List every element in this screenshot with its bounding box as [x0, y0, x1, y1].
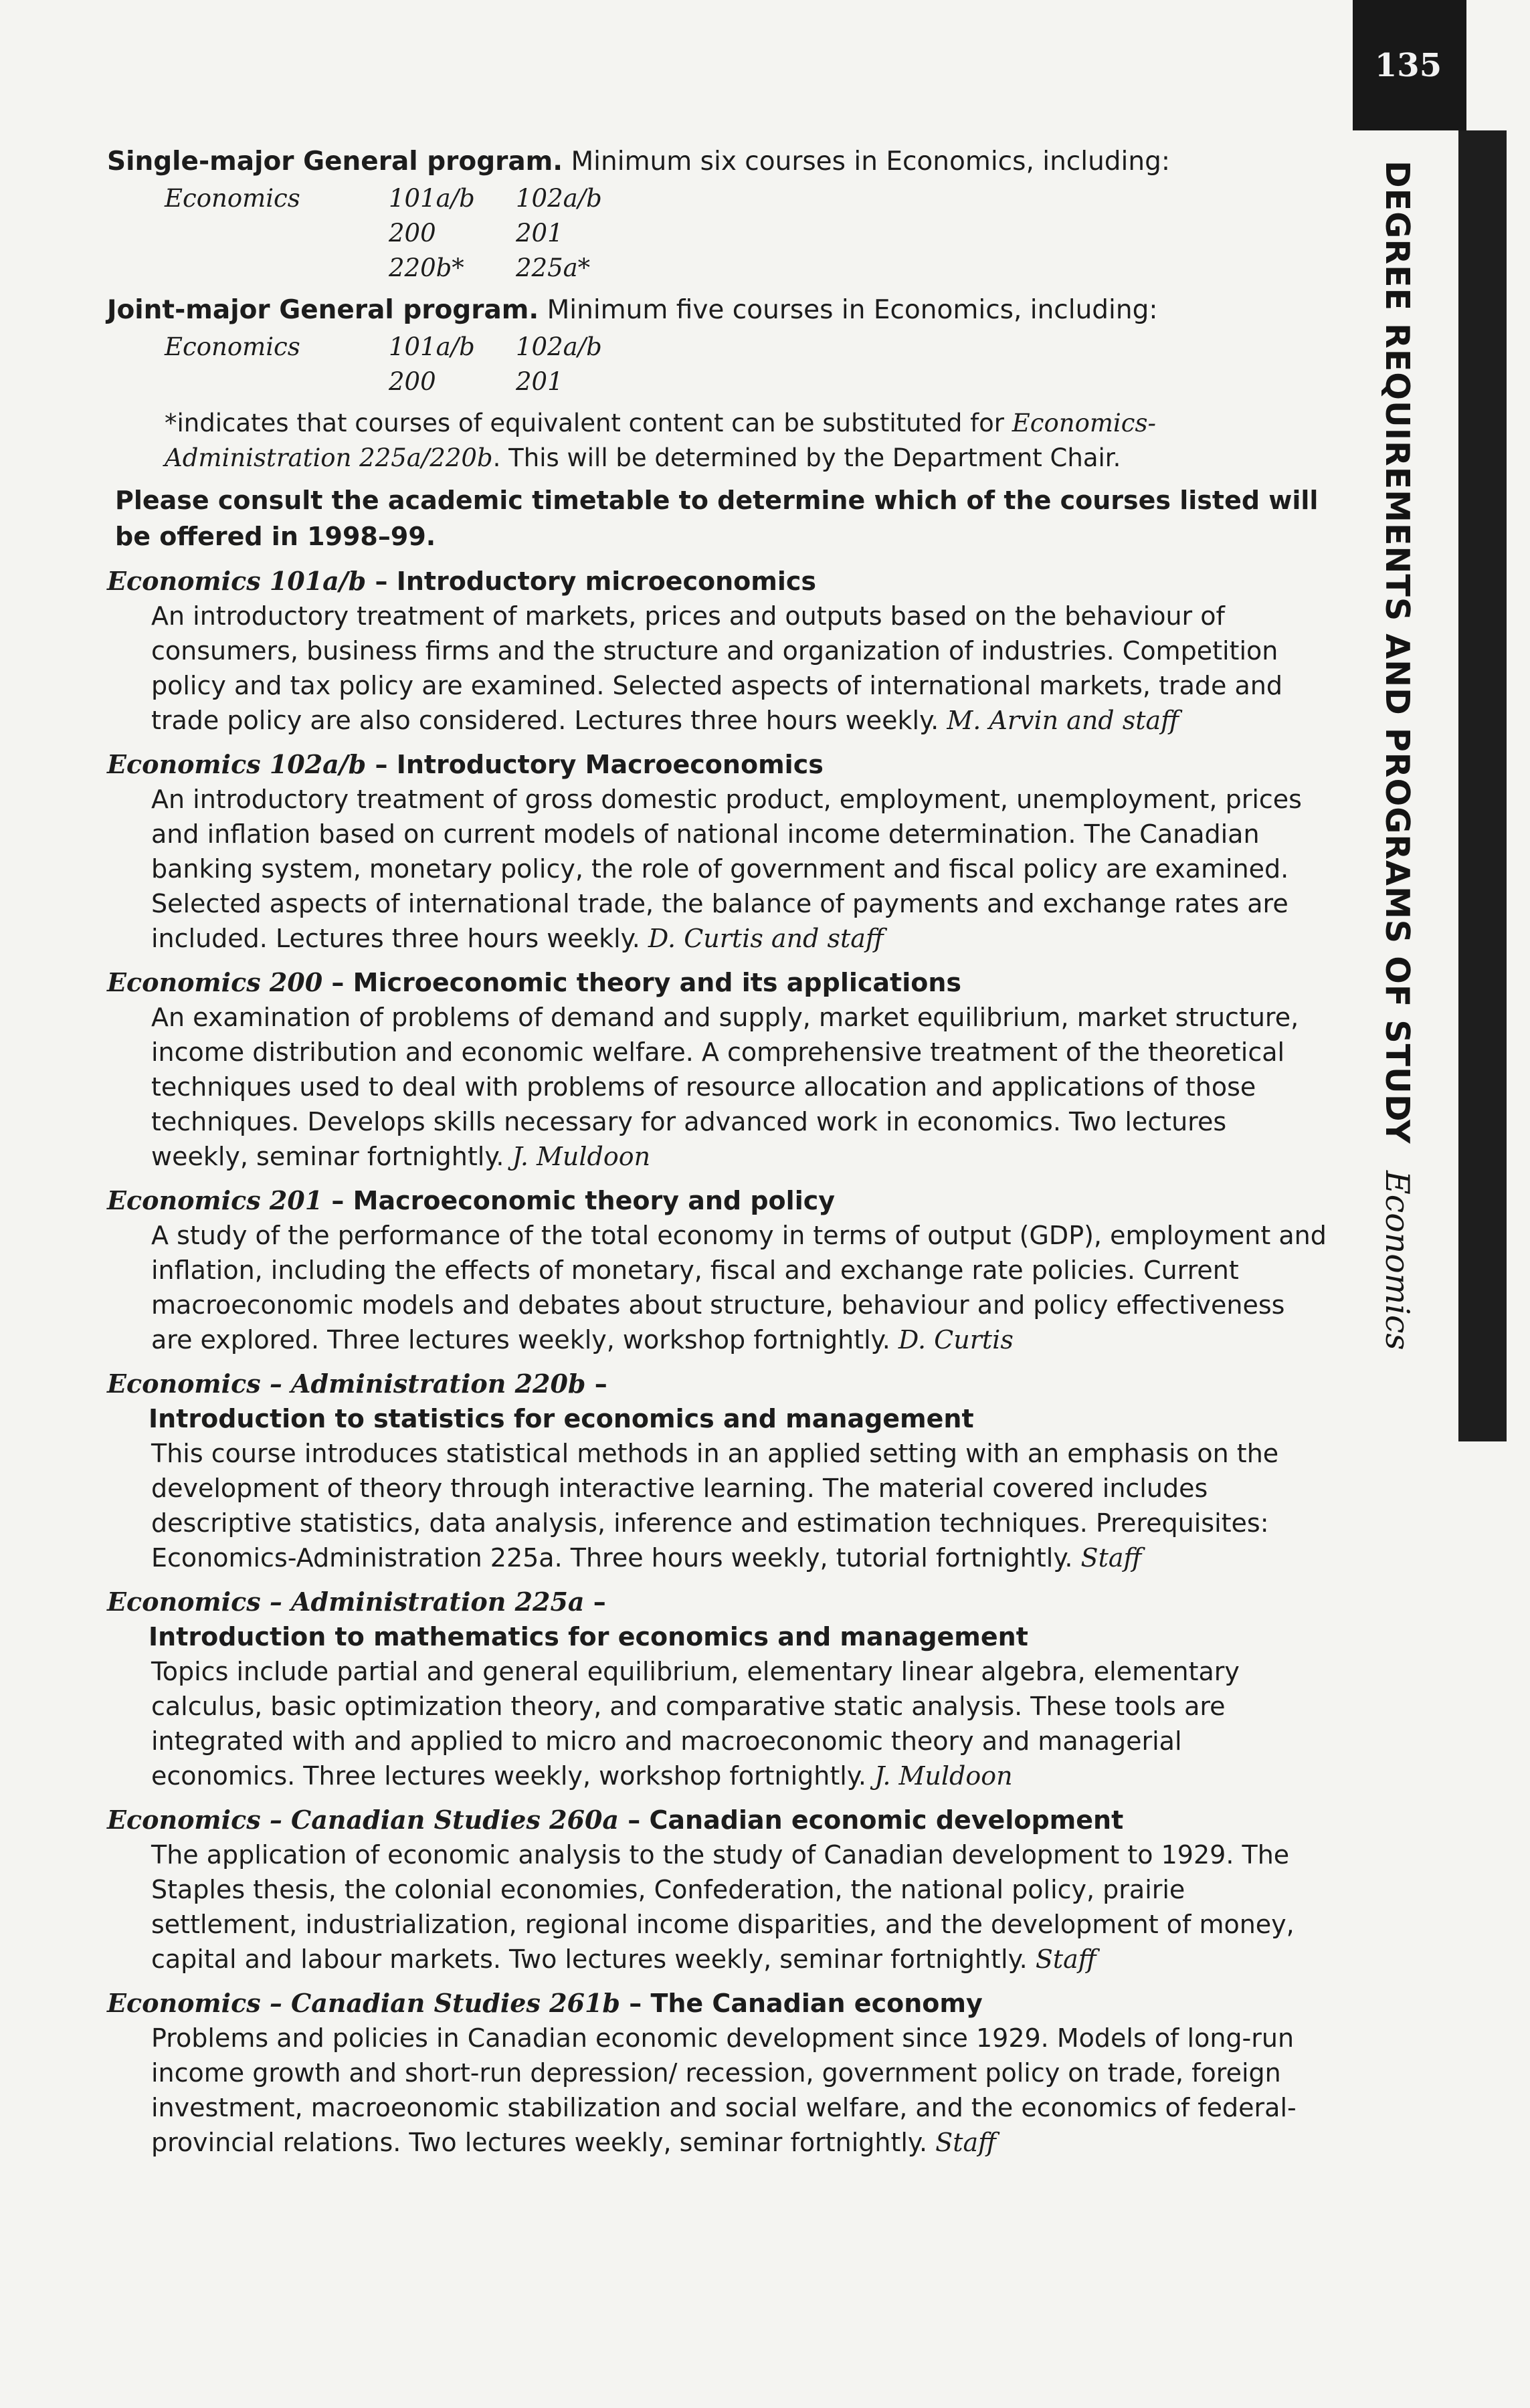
course-heading	[107, 1183, 1331, 1218]
program-single-major	[107, 144, 1331, 180]
course-entry	[107, 564, 1331, 738]
req-cell: 225a*	[516, 254, 591, 282]
req-cell: 200	[389, 219, 436, 247]
course-title: The Canadian economy	[650, 1989, 983, 2018]
course-separator: –	[322, 968, 353, 997]
course-heading	[107, 1986, 1331, 2021]
course-heading	[107, 1585, 1331, 1654]
req-cell: 101a/b	[389, 332, 475, 361]
course-title: Introductory Macroeconomics	[396, 750, 824, 779]
req-row	[165, 365, 1331, 399]
course-description-text: An introductory treatment of markets, prices and outputs based on the behaviour of consumers, business firms and the structure and organization of industries. Competition policy and tax policy are examined. Selected aspects of international markets, trade and trade policy are also considered. Lectures three hours weekly.	[151, 601, 1282, 735]
req-cell	[165, 251, 389, 286]
course-title: Introduction to mathematics for economics and management	[149, 1622, 1028, 1651]
req-cell	[165, 365, 389, 399]
course-entry	[107, 1367, 1331, 1575]
course-code: Economics – Canadian Studies 260a	[107, 1805, 619, 1835]
req-cell: 101a/b	[389, 184, 475, 213]
req-cell	[165, 216, 389, 251]
req-row	[165, 330, 1331, 365]
course-heading	[107, 1803, 1331, 1837]
note-text: . This will be determined by the Department Chair.	[492, 443, 1121, 472]
course-instructor: J. Muldoon	[512, 1142, 651, 1171]
course-entry	[107, 1585, 1331, 1793]
note-text: *indicates that courses of equivalent content can be substituted for	[165, 409, 1012, 437]
course-entry	[107, 1986, 1331, 2160]
course-description	[151, 599, 1331, 738]
course-heading	[107, 1367, 1331, 1436]
course-description-text: The application of economic analysis to the study of Canadian development to 1929. The Staples thesis, the colonial economies, Confederation, the national policy, prairie settlement, industrialization, regional income disparities, and the development of money, capital and labour markets. Two lectures weekly, seminar fortnightly.	[151, 1840, 1295, 1974]
course-instructor: Staff	[1035, 1944, 1096, 1974]
course-title: Introduction to statistics for economics and management	[149, 1404, 974, 1433]
course-description	[151, 1000, 1331, 1174]
course-code: Economics – Administration 225a	[107, 1587, 585, 1617]
req-row	[165, 181, 1331, 216]
course-instructor: M. Arvin and staff	[947, 706, 1179, 735]
course-code: Economics 201	[107, 1185, 323, 1215]
course-title: Introductory microeconomics	[396, 567, 817, 596]
course-instructor: D. Curtis	[898, 1325, 1014, 1354]
course-description-text: Problems and policies in Canadian economic development since 1929. Models of long-run income growth and short-run depression/ recession, government policy on trade, foreign investment, macroeonomic stabilization and social welfare, and the economics of federal-provincial relations. Two lectures weekly, seminar fortnightly.	[151, 2023, 1297, 2157]
course-entry	[107, 1803, 1331, 1977]
course-description-text: Topics include partial and general equilibrium, elementary linear algebra, elementary calculus, basic optimization theory, and comparative static analysis. These tools are integrated with and applied to micro and macroeconomic theory and managerial economics. Three lectures weekly, workshop fortnightly.	[151, 1657, 1240, 1791]
course-instructor: J. Muldoon	[874, 1761, 1013, 1791]
course-code: Economics 200	[107, 967, 323, 997]
req-cell: 220b*	[389, 254, 464, 282]
course-separator: –	[366, 567, 397, 596]
course-title: Canadian economic development	[649, 1805, 1124, 1835]
program-requirements-table	[165, 330, 1331, 399]
course-code: Economics – Administration 220b	[107, 1369, 586, 1399]
req-row	[165, 216, 1331, 251]
program-text: Minimum five courses in Economics, including:	[547, 295, 1158, 325]
course-code: Economics 101a/b	[107, 566, 367, 596]
timetable-notice: Please consult the academic timetable to determine which of the courses listed will be offered in 1998–99.	[115, 486, 1319, 551]
program-title: Joint-major General program.	[107, 295, 539, 325]
course-description	[151, 1218, 1331, 1357]
course-heading	[107, 747, 1331, 782]
course-description	[151, 2021, 1331, 2160]
program-joint-major	[107, 292, 1331, 328]
course-heading	[107, 965, 1331, 1000]
req-row	[165, 251, 1331, 286]
course-instructor: Staff	[1080, 1543, 1142, 1573]
req-cell: 102a/b	[516, 332, 602, 361]
course-title: Macroeconomic theory and policy	[353, 1186, 836, 1215]
course-description	[151, 1436, 1331, 1575]
course-separator: –	[322, 1186, 353, 1215]
course-code: Economics 102a/b	[107, 749, 367, 779]
program-requirements-table	[165, 181, 1331, 286]
course-code: Economics – Canadian Studies 261b	[107, 1988, 620, 2018]
course-description-text: A study of the performance of the total economy in terms of output (GDP), employment and inflation, including the effects of monetary, fiscal and exchange rate policies. Current macroeconomic models and debates about structure, behaviour and policy effectiveness are explored. Three lectures weekly, workshop fortnightly.	[151, 1221, 1327, 1354]
course-separator: –	[619, 1989, 651, 2018]
side-bar	[1458, 130, 1507, 1441]
req-cell: Economics	[165, 332, 300, 361]
course-entry	[107, 965, 1331, 1174]
course-separator: –	[619, 1805, 650, 1835]
course-description	[151, 782, 1331, 956]
course-separator: –	[366, 750, 397, 779]
side-section-title	[1378, 161, 1416, 1350]
course-description	[151, 1654, 1331, 1793]
course-description-text: An examination of problems of demand and supply, market equilibrium, market structure, income distribution and economic welfare. A comprehensive treatment of the theoretical techniques used to deal with problems of resource allocation and applications of those techniques. Develops skills necessary for advanced work in economics. Two lectures weekly, seminar fortnightly.	[151, 1003, 1299, 1171]
side-title-main: DEGREE REQUIREMENTS AND PROGRAMS OF STUDY	[1378, 161, 1416, 1144]
course-separator: –	[584, 1587, 606, 1617]
course-description-text: An introductory treatment of gross domestic product, employment, unemployment, prices and inflation based on current models of national income determination. The Canadian banking system, monetary policy, the role of government and fiscal policy are examined. Selected aspects of international trade, the balance of payments and exchange rates are included. Lectures three hours weekly.	[151, 785, 1302, 953]
program-title: Single-major General program.	[107, 146, 563, 177]
course-entry	[107, 747, 1331, 956]
page-content	[107, 144, 1331, 2169]
note-course-ref: Economics-Administration 225a/220b	[165, 409, 1156, 472]
side-title-section: Economics	[1378, 1171, 1416, 1350]
course-description-text: This course introduces statistical methods in an applied setting with an emphasis on the development of theory through interactive learning. The material covered includes descriptive statistics, data analysis, inference and estimation techniques. Prerequisites: Economics-Administration 225a. Three hours weekly, tutorial fortnightly.	[151, 1439, 1279, 1573]
substitution-note	[165, 406, 1331, 476]
course-list	[107, 564, 1331, 2160]
req-cell: 102a/b	[516, 184, 602, 213]
course-title: Microeconomic theory and its applications	[353, 968, 962, 997]
req-cell: Economics	[165, 184, 300, 213]
req-cell: 200	[389, 367, 436, 396]
course-separator: –	[585, 1369, 607, 1399]
course-description	[151, 1837, 1331, 1977]
req-cell: 201	[516, 219, 563, 247]
course-entry	[107, 1183, 1331, 1357]
page-number: 135	[1374, 47, 1442, 84]
course-heading	[107, 564, 1331, 599]
req-cell: 201	[516, 367, 563, 396]
course-instructor: Staff	[935, 2128, 997, 2157]
course-instructor: D. Curtis and staff	[648, 924, 884, 953]
program-text: Minimum six courses in Economics, including:	[571, 146, 1170, 177]
